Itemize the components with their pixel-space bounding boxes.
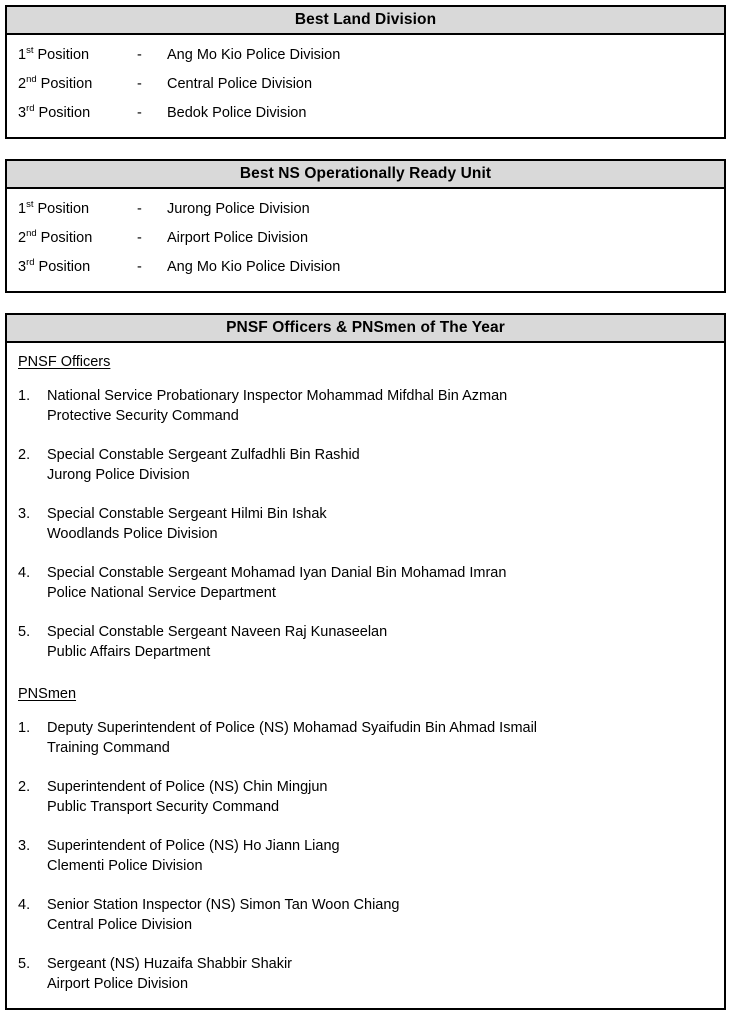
position-value: Ang Mo Kio Police Division <box>167 47 341 63</box>
list-item-content <box>47 563 724 603</box>
position-ordinal: 3 <box>18 259 27 275</box>
pnsf-officers-list <box>7 386 724 662</box>
list-item-number: 4. <box>18 565 31 581</box>
awardee-unit: Public Transport Security Command <box>47 799 280 815</box>
awardee-name: Superintendent of Police (NS) Chin Mingjun <box>47 779 328 795</box>
position-ordinal-suffix: rd <box>26 103 35 115</box>
list-item <box>7 386 724 426</box>
table-row <box>7 70 724 99</box>
list-item-content <box>47 777 724 817</box>
position-ordinal-suffix: st <box>26 45 34 57</box>
awardee-name: Special Constable Sergeant Naveen Raj Kunaseelan <box>47 624 388 640</box>
position-ordinal-suffix: nd <box>26 228 37 240</box>
position-label <box>7 99 137 128</box>
best-ns-operationally-ready-unit-header: Best NS Operationally Ready Unit <box>7 161 724 189</box>
position-value: Bedok Police Division <box>167 105 307 121</box>
position-label-tail: Position <box>34 105 91 121</box>
pnsf-officers-and-pnsmen-header: PNSF Officers & PNSmen of The Year <box>7 315 724 343</box>
position-label <box>7 70 137 99</box>
pnsf-officers-and-pnsmen-table <box>5 313 726 1010</box>
awardee-unit: Clementi Police Division <box>47 858 203 874</box>
awardee-unit: Protective Security Command <box>47 408 239 424</box>
table-row <box>7 253 724 282</box>
list-item-content <box>47 718 724 758</box>
list-item <box>7 445 724 485</box>
table-row <box>7 224 724 253</box>
position-ordinal: 2 <box>18 76 27 92</box>
table-gap-divider <box>5 293 725 313</box>
list-item-number: 3. <box>18 838 31 854</box>
awardee-name: Special Constable Sergeant Hilmi Bin Ishak <box>47 506 327 522</box>
separator-dash: - <box>137 230 142 246</box>
awardee-unit: Airport Police Division <box>47 976 189 992</box>
separator-dash: - <box>137 105 142 121</box>
best-land-division-table <box>5 5 726 139</box>
list-item <box>7 777 724 817</box>
pnsmen-list <box>7 718 724 994</box>
position-value: Central Police Division <box>167 76 313 92</box>
awardee-unit: Training Command <box>47 740 170 756</box>
best-ns-operationally-ready-unit-table <box>5 159 726 293</box>
position-ordinal-suffix: st <box>26 199 34 211</box>
awardee-name: Deputy Superintendent of Police (NS) Mohamad Syaifudin Bin Ahmad Ismail <box>47 720 538 736</box>
list-item <box>7 836 724 876</box>
list-item-content <box>47 504 724 544</box>
position-ordinal-suffix: rd <box>26 257 35 269</box>
table-row <box>7 99 724 128</box>
list-item-number: 3. <box>18 506 31 522</box>
position-value: Airport Police Division <box>167 230 309 246</box>
list-item <box>7 504 724 544</box>
group-heading-pnsf-officers: PNSF Officers <box>18 354 111 370</box>
position-ordinal-suffix: nd <box>26 74 37 86</box>
table-row <box>7 41 724 70</box>
table-gap-divider <box>5 139 725 159</box>
list-item-content <box>47 954 724 994</box>
position-label-tail: Position <box>36 230 93 246</box>
position-label <box>7 41 137 70</box>
list-item <box>7 563 724 603</box>
list-item-content <box>47 386 724 426</box>
position-ordinal: 1 <box>18 47 27 63</box>
list-item-number: 2. <box>18 447 31 463</box>
awardee-unit: Public Affairs Department <box>47 644 211 660</box>
awardee-name: Special Constable Sergeant Zulfadhli Bin Rashid <box>47 447 360 463</box>
list-item-content <box>47 836 724 876</box>
separator-dash: - <box>137 259 142 275</box>
separator-dash: - <box>137 76 142 92</box>
list-item-number: 1. <box>18 720 31 736</box>
position-ordinal: 1 <box>18 201 27 217</box>
position-label-tail: Position <box>34 259 91 275</box>
best-land-division-body <box>7 35 724 137</box>
position-ordinal: 2 <box>18 230 27 246</box>
list-item <box>7 895 724 935</box>
list-item-number: 5. <box>18 624 31 640</box>
list-item-number: 1. <box>18 388 31 404</box>
best-land-division-header: Best Land Division <box>7 7 724 35</box>
group-heading-pnsmen: PNSmen <box>18 686 77 702</box>
list-item-number: 4. <box>18 897 31 913</box>
list-item-number: 5. <box>18 956 31 972</box>
awardee-name: Sergeant (NS) Huzaifa Shabbir Shakir <box>47 956 293 972</box>
position-value: Ang Mo Kio Police Division <box>167 259 341 275</box>
position-label-tail: Position <box>33 201 90 217</box>
awardee-unit: Police National Service Department <box>47 585 276 601</box>
list-item <box>7 622 724 662</box>
position-label <box>7 195 137 224</box>
position-label <box>7 253 137 282</box>
separator-dash: - <box>137 201 142 217</box>
awardee-name: Senior Station Inspector (NS) Simon Tan Woon Chiang <box>47 897 400 913</box>
position-label-tail: Position <box>33 47 90 63</box>
awardee-unit: Jurong Police Division <box>47 467 190 483</box>
awardee-unit: Woodlands Police Division <box>47 526 218 542</box>
table-row <box>7 195 724 224</box>
awardee-name: Superintendent of Police (NS) Ho Jiann Liang <box>47 838 340 854</box>
separator-dash: - <box>137 47 142 63</box>
position-label-tail: Position <box>36 76 93 92</box>
list-item-content <box>47 445 724 485</box>
list-item-number: 2. <box>18 779 31 795</box>
awardee-name: Special Constable Sergeant Mohamad Iyan Danial Bin Mohamad Imran <box>47 565 507 581</box>
position-label <box>7 224 137 253</box>
best-ns-operationally-ready-unit-body <box>7 189 724 291</box>
list-item <box>7 954 724 994</box>
position-ordinal: 3 <box>18 105 27 121</box>
list-item <box>7 718 724 758</box>
pnsf-officers-and-pnsmen-body <box>7 343 724 1008</box>
awardee-name: National Service Probationary Inspector Mohammad Mifdhal Bin Azman <box>47 388 508 404</box>
list-item-content <box>47 622 724 662</box>
awardee-unit: Central Police Division <box>47 917 193 933</box>
list-item-content <box>47 895 724 935</box>
position-value: Jurong Police Division <box>167 201 310 217</box>
